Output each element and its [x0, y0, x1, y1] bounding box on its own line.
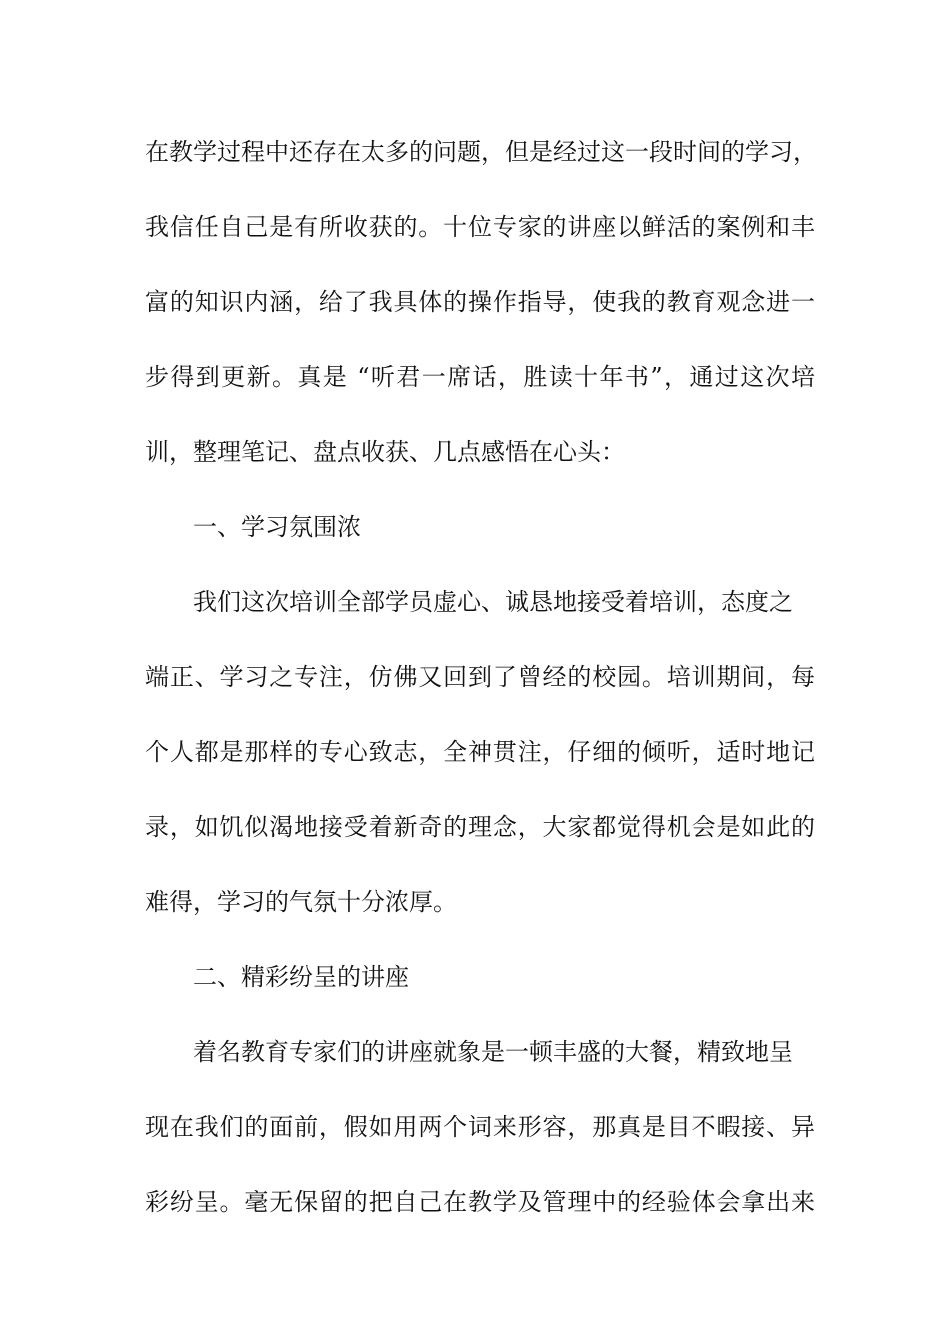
- paragraph-line: 在教学过程中还存在太多的问题，但是经过这一段时间的学习，: [145, 138, 817, 166]
- paragraph-line: 富的知识内涵，给了我具体的操作指导，使我的教育观念进一: [145, 288, 815, 316]
- section-heading-2: 二、精彩纷呈的讲座: [193, 963, 409, 991]
- paragraph-line: 录，如饥似渴地接受着新奇的理念，大家都觉得机会是如此的: [145, 813, 815, 841]
- paragraph-line: 端正、学习之专注，仿佛又回到了曾经的校园。培训期间，每: [145, 663, 815, 691]
- paragraph-line: 彩纷呈。毫无保留的把自己在教学及管理中的经验体会拿出来: [145, 1188, 815, 1216]
- paragraph-line: 现在我们的面前，假如用两个词来形容，那真是目不暇接、异: [145, 1113, 815, 1141]
- paragraph-line: 我信任自己是有所收获的。十位专家的讲座以鲜活的案例和丰: [145, 213, 815, 241]
- paragraph-line: 个人都是那样的专心致志，全神贯注，仔细的倾听，适时地记: [145, 738, 815, 766]
- paragraph-line: 步得到更新。真是 “听君一席话，胜读十年书”，通过这次培: [145, 363, 815, 391]
- section-heading-1: 一、学习氛围浓: [193, 513, 361, 541]
- paragraph-line: 难得，学习的气氛十分浓厚。: [145, 888, 457, 916]
- paragraph-line: 着名教育专家们的讲座就象是一顿丰盛的大餐，精致地呈: [193, 1038, 793, 1066]
- paragraph-line: 训，整理笔记、盘点收获、几点感悟在心头：: [145, 438, 625, 466]
- document-body: [145, 128, 815, 1253]
- paragraph-line: 我们这次培训全部学员虚心、诚恳地接受着培训，态度之: [193, 588, 793, 616]
